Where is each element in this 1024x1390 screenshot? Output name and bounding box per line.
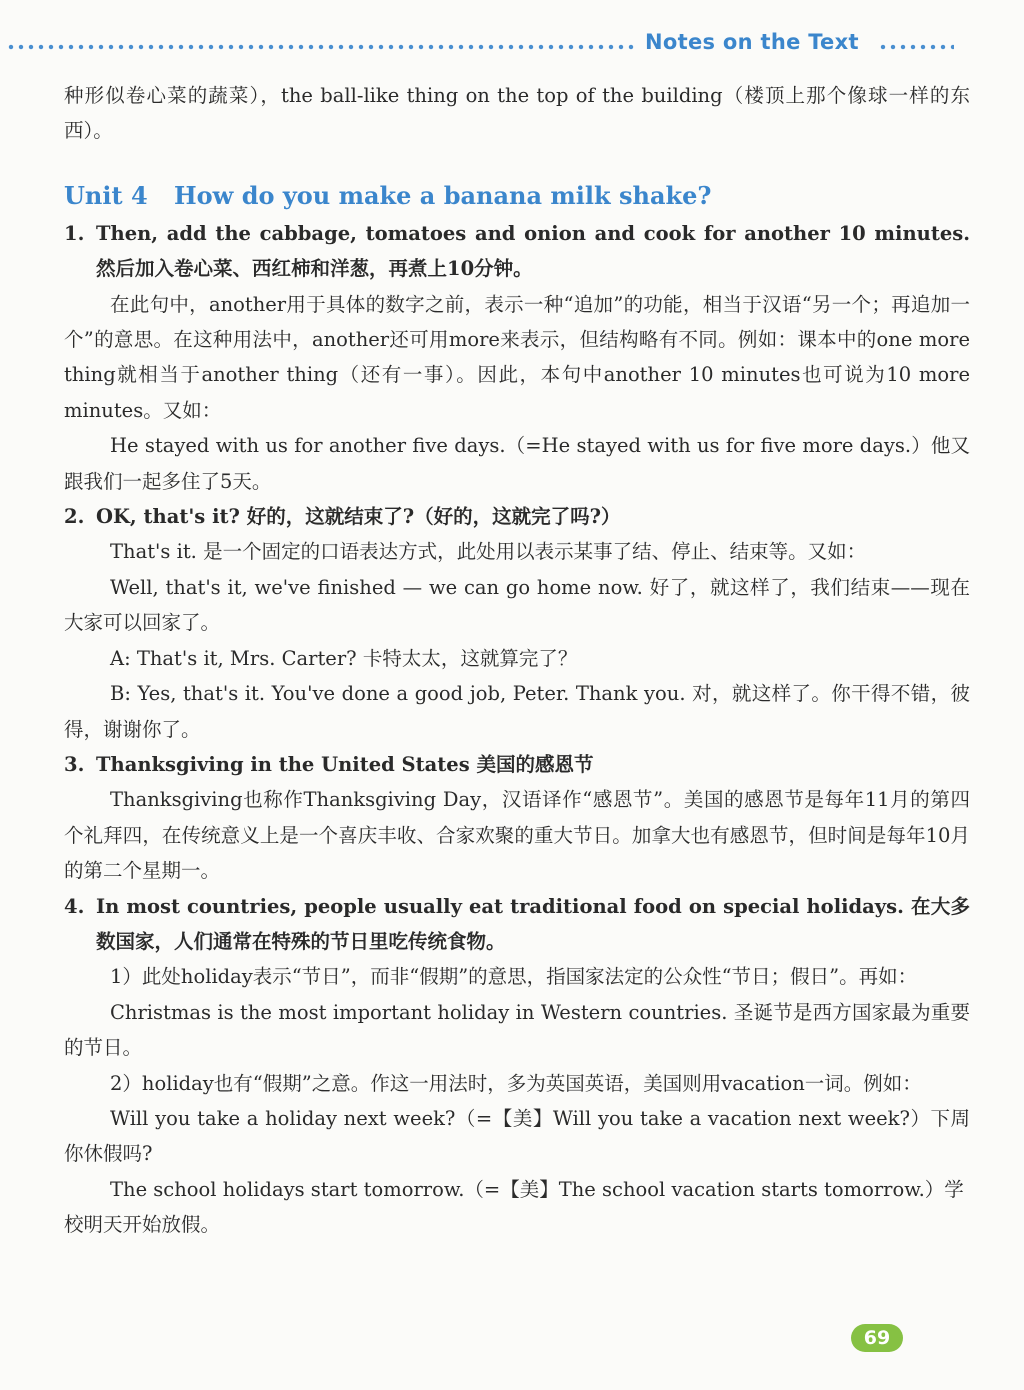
note-4-paragraph-5: The school holidays start tomorrow.（=【美】The school vacation starts tomorrow.）学校明天开始放假。	[64, 1177, 964, 1237]
note-1-paragraph-1: 在此句中，another用于具体的数字之前，表示一种“追加”的功能，相当于汉语“另一个；再追加一个”的意思。在这种用法中，another还可用more来表示，但结构略有不同。例如：课本中的one more thing就相当于another thing（还有一事）。因此，本句中another 10 minutes也可说为10 more minutes。又如：	[64, 292, 970, 422]
note-number-3: 3.	[64, 752, 85, 776]
note-heading-4	[64, 889, 970, 960]
note-2-paragraph-4: B: Yes, that's it. You've done a good job, Peter. Thank you. 对，就这样了。你干得不错，彼得，谢谢你了。	[64, 682, 970, 741]
note-4-paragraph-2: Christmas is the most important holiday in Western countries. 圣诞节是西方国家最为重要的节日。	[64, 1000, 970, 1060]
note-number-4: 4.	[64, 894, 85, 918]
unit-title: How do you make a banana milk shake?	[174, 180, 712, 210]
note-number-1: 1.	[64, 221, 85, 245]
note-heading-1	[64, 216, 970, 287]
unit-heading	[64, 176, 970, 216]
note-2-paragraph-2: Well, that's it, we've finished — we can go home now. 好了，就这样了，我们结束——现在大家可以回家了。	[64, 575, 970, 635]
note-2-paragraph-3: A: That's it, Mrs. Carter? 卡特太太，这就算完了？	[110, 646, 578, 670]
note-1-paragraph-2: He stayed with us for another five days.（=He stayed with us for five more days.）他又跟我们一起多住了5天。	[64, 434, 970, 493]
note-heading-text-3: Thanksgiving in the United States 美国的感恩节	[96, 752, 594, 776]
note-4-paragraph-1: 1）此处holiday表示“节日”，而非“假期”的意思，指国家法定的公众性“节日；假日”。再如：	[110, 965, 918, 989]
header-dots-left	[6, 44, 636, 50]
header-dots-right	[878, 44, 954, 50]
note-4-paragraph-4: Will you take a holiday next week?（=【美】Will you take a vacation next week?）下周你休假吗?	[64, 1106, 970, 1166]
unit-label: Unit 4	[64, 180, 148, 210]
page-content	[64, 78, 970, 1243]
note-heading-3	[64, 747, 970, 782]
note-3-paragraph-1: Thanksgiving也称作Thanksgiving Day，汉语译作“感恩节”。美国的感恩节是每年11月的第四个礼拜四，在传统意义上是一个喜庆丰收、合家欢聚的重大节日。加拿大也有感恩节，但时间是每年10月的第二个星期一。	[64, 788, 970, 883]
header-title: Notes on the Text	[645, 30, 859, 54]
note-heading-text-4: In most countries, people usually eat traditional food on special holidays. 在大多数国家，人们通常在特殊的节日里吃传统食物。	[96, 894, 970, 953]
note-heading-2	[64, 499, 970, 534]
page-number-badge: 69	[851, 1324, 903, 1352]
note-number-2: 2.	[64, 505, 85, 529]
continued-paragraph: 种形似卷心菜的蔬菜），the ball-like thing on the top of the building（楼顶上那个像球一样的东西）。	[64, 84, 970, 143]
note-2-paragraph-1: That's it. 是一个固定的口语表达方式，此处用以表示某事了结、停止、结束等。又如：	[110, 540, 867, 564]
note-heading-text-2: OK, that's it? 好的，这就结束了?（好的，这就完了吗?）	[96, 505, 621, 529]
note-heading-text-1: Then, add the cabbage, tomatoes and onion and cook for another 10 minutes. 然后加入卷心菜、西红柿和洋葱，再煮上10分钟。	[96, 221, 970, 281]
running-header	[0, 28, 1024, 64]
note-4-paragraph-3: 2）holiday也有“假期”之意。作这一用法时，多为英国英语，美国则用vacation一词。例如：	[110, 1071, 922, 1095]
